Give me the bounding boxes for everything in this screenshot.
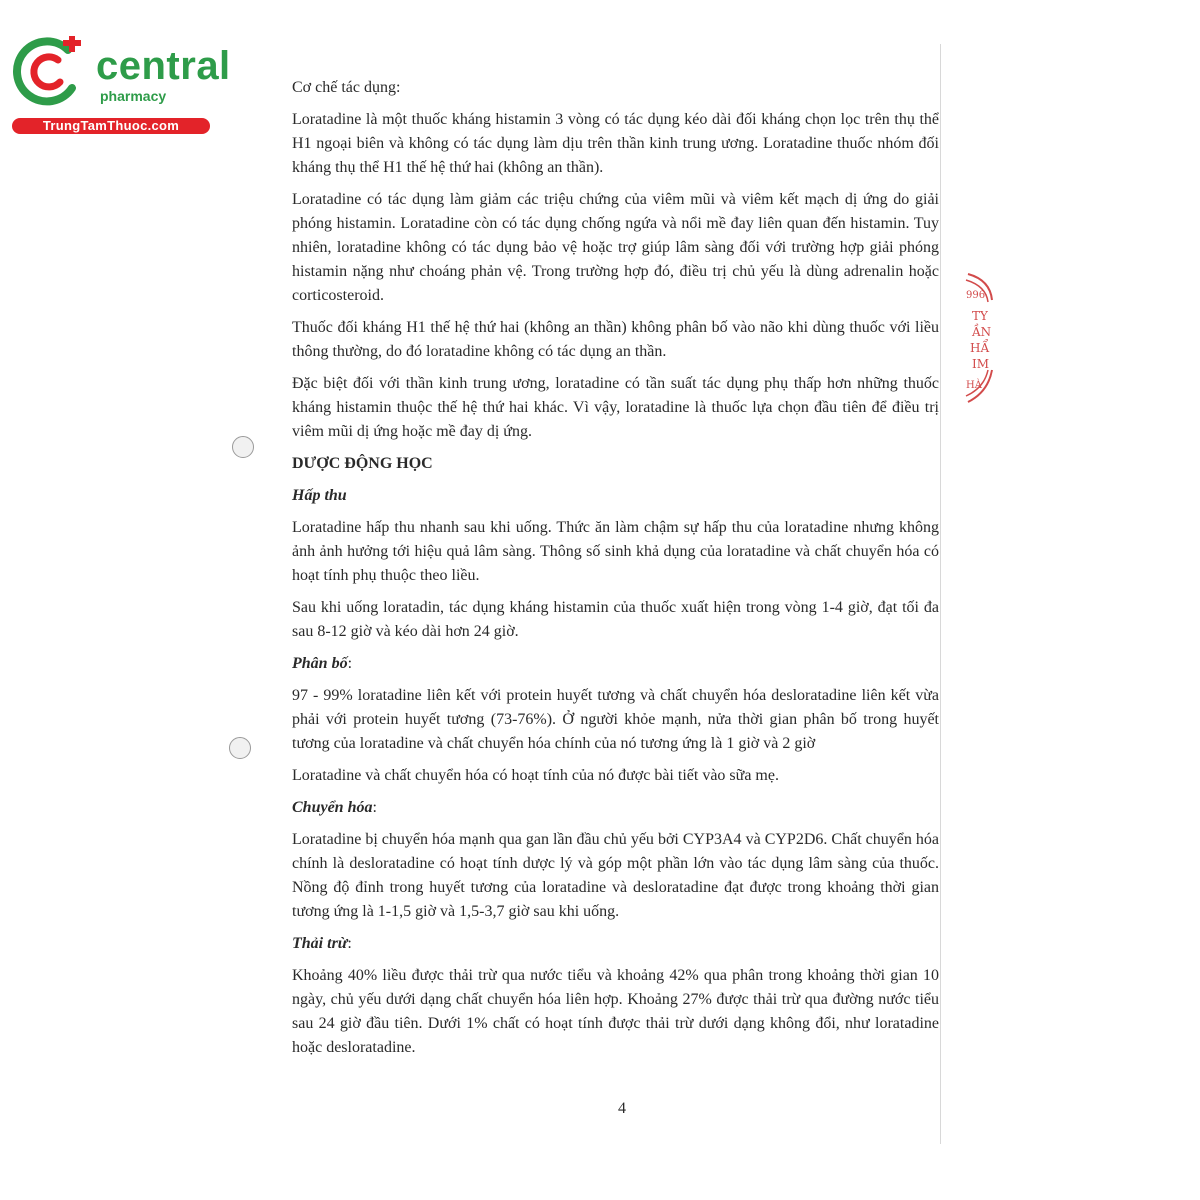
- subheading-absorption: [292, 484, 939, 508]
- logo-subtitle: pharmacy: [100, 88, 167, 104]
- central-pharmacy-logo[interactable]: [10, 36, 231, 140]
- paragraph: Thuốc đối kháng H1 thế hệ thứ hai (không an thần) không phân bố vào não khi dùng thuốc với liều thông thường, do đó loratadine không có tác dụng an thần.: [292, 319, 939, 360]
- punch-hole-bottom: [229, 737, 251, 759]
- paragraph: Loratadine bị chuyển hóa mạnh qua gan lần đầu chủ yếu bởi CYP3A4 và CYP2D6. Chất chuyển hóa chính là desloratadine có hoạt tính dược lý và góp một phần lớn vào tác dụng lâm sàng của thuốc. Nồng độ đỉnh trong huyết tương của loratadine và desloratadine đạt được trong khoảng thời gian tương ứng là 1-1,5 giờ và 1,5-3,7 giờ sau khi uống.: [292, 831, 939, 920]
- paragraph: Đặc biệt đối với thần kinh trung ương, loratadine có tần suất tác dụng phụ thấp hơn những thuốc kháng histamin thuộc thế hệ thứ hai khác. Vì vậy, loratadine là thuốc lựa chọn đầu tiên để điều trị viêm mũi dị ứng hoặc mề đay dị ứng.: [292, 375, 939, 440]
- stamp-fragment: ẦN: [972, 325, 992, 339]
- subheading-colon: :: [347, 935, 352, 952]
- subheading-colon: :: [372, 799, 377, 816]
- stamp-fragment: IM: [972, 357, 990, 371]
- partial-stamp-mark: [960, 270, 1000, 410]
- subheading-metabolism: [292, 796, 939, 820]
- subheading-text: Phân bố: [292, 655, 348, 672]
- stamp-fragment: 996: [966, 290, 986, 301]
- paragraph: Loratadine là một thuốc kháng histamin 3 vòng có tác dụng kéo dài đối kháng chọn lọc trên thụ thể H1 ngoại biên và không có tác dụng làm dịu trên thần kinh trung ương. Loratadine thuốc nhóm đối kháng thụ thể H1 thế hệ thứ hai (không an thần).: [292, 111, 939, 176]
- subheading-colon: :: [347, 655, 353, 672]
- subheading-text: Chuyển hóa: [292, 799, 373, 816]
- logo-wordmark: central: [96, 44, 231, 88]
- scan-edge-line: [940, 44, 941, 1144]
- stamp-fragment: TY: [972, 309, 988, 323]
- paragraph: Loratadine và chất chuyển hóa có hoạt tính của nó được bài tiết vào sữa mẹ.: [292, 767, 779, 784]
- logo-site-badge: TrungTamThuoc.com: [12, 118, 210, 134]
- pharmacy-logo-icon: [10, 36, 86, 106]
- paragraph: 97 - 99% loratadine liên kết với protein huyết tương và chất chuyển hóa desloratadine liên kết vừa phải với protein huyết tương (73-76%). Ở người khỏe mạnh, nửa thời gian phân bố trong huyết tương của loratadine và chất chuyển hóa chính của nó tương ứng là 1 giờ và 2 giờ: [292, 687, 939, 752]
- subheading-distribution: [292, 652, 939, 676]
- punch-hole-top: [232, 436, 254, 458]
- paragraph: Sau khi uống loratadin, tác dụng kháng histamin của thuốc xuất hiện trong vòng 1-4 giờ, đạt tối đa sau 8-12 giờ và kéo dài hơn 24 giờ.: [292, 599, 939, 640]
- paragraph: Loratadine hấp thu nhanh sau khi uống. Thức ăn làm chậm sự hấp thu của loratadine nhưng không ảnh ảnh hưởng tới hiệu quả lâm sàng. Thông số sinh khả dụng của loratadine và chất chuyển hóa có hoạt tính phụ thuộc theo liều.: [292, 519, 939, 584]
- subheading-text: Hấp thu: [292, 487, 347, 504]
- stamp-fragment: HÀ: [966, 380, 982, 391]
- paragraph: Khoảng 40% liều được thải trừ qua nước tiểu và khoảng 42% qua phân trong khoảng thời gian 10 ngày, chủ yếu dưới dạng chất chuyển hóa liên hợp. Khoảng 27% được thải trừ qua đường nước tiểu sau 24 giờ đầu tiên. Dưới 1% chất có hoạt tính được thải trừ dưới dạng không đổi, như loratadine hoặc desloratadine.: [292, 967, 939, 1056]
- section-heading-pharmacokinetics: DƯỢC ĐỘNG HỌC: [292, 455, 433, 472]
- document-body: [292, 76, 939, 1068]
- mechanism-label: Cơ chế tác dụng:: [292, 79, 401, 96]
- subheading-elimination: [292, 932, 939, 956]
- stamp-fragment: HẨ: [970, 341, 990, 355]
- page-number: 4: [618, 1100, 626, 1117]
- paragraph: Loratadine có tác dụng làm giảm các triệu chứng của viêm mũi và viêm kết mạch dị ứng do giải phóng histamin. Loratadine còn có tác dụng chống ngứa và nổi mề đay liên quan đến histamin. Tuy nhiên, loratadine không có tác dụng bảo vệ hoặc trợ giúp lâm sàng đối với trường hợp giải phóng histamin nặng như choáng phản vệ. Trong trường hợp đó, điều trị chủ yếu là dùng adrenalin hoặc corticosteroid.: [292, 191, 939, 304]
- subheading-text: Thải trừ: [292, 935, 348, 952]
